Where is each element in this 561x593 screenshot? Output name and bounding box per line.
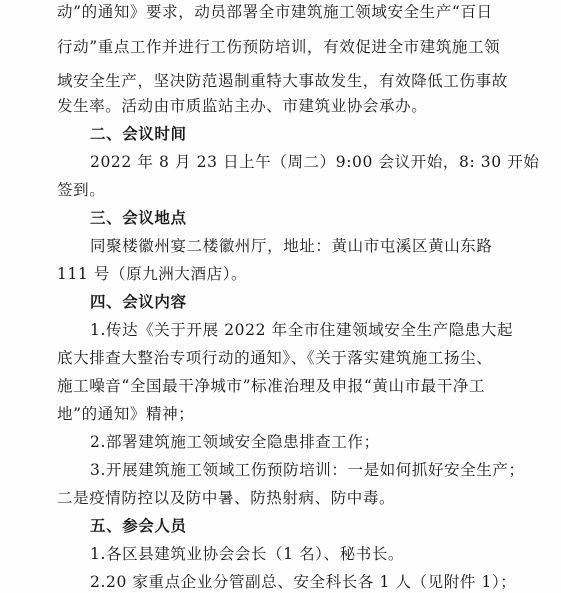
meeting-place-line-1: 同聚楼徽州宴二楼徽州厅，地址：黄山市屯溪区黄山东路 (90, 237, 493, 255)
attendees-item1: 1.各区县建筑业协会会长（1 名）、秘书长。 (90, 545, 405, 563)
intro-line-4: 发生率。活动由市质监站主办、市建筑业协会承办。 (57, 97, 428, 115)
intro-line-3: 域安全生产，坚决防范遏制重特大事故发生，有效降低工伤事故 (57, 72, 508, 90)
section-title-meeting-time: 二、会议时间 (90, 125, 187, 143)
content-item1-line-2: 底大排查大整治专项行动的通知》、《关于落实建筑施工扬尘、 (57, 349, 493, 367)
content-item1-line-4: 地”的通知》精神； (57, 405, 195, 423)
content-item1-line-3: 施工噪音“全国最干净城市”标准治理及申报“黄山市最干净工 (57, 377, 486, 395)
section-title-meeting-place: 三、会议地点 (90, 209, 187, 227)
content-item3-line-2: 二是疫情防控以及防中暑、防热射病、防中毒。 (57, 489, 396, 507)
section-title-attendees: 五、参会人员 (90, 517, 187, 535)
intro-line-1: 动”的通知》要求，动员部署全市建筑施工领域安全生产“百日 (57, 3, 493, 21)
content-item1-line-1: 1.传达《关于开展 2022 年全市住建领域安全生产隐患大起 (90, 321, 514, 339)
meeting-time-line-1: 2022 年 8 月 23 日上午（周二）9:00 会议开始，8: 30 开始 (90, 153, 540, 171)
intro-line-2: 行动”重点工作并进行工伤预防培训，有效促进全市建筑施工领 (57, 38, 501, 56)
meeting-place-line-2: 111 号（原九洲大酒店）。 (57, 265, 248, 283)
content-item3-line-1: 3.开展建筑施工领域工伤预防培训：一是如何抓好安全生产； (90, 461, 525, 479)
meeting-time-line-2: 签到。 (57, 181, 106, 199)
attendees-item2: 2.20 家重点企业分管副总、安全科长各 1 人（见附件 1）； (90, 573, 517, 591)
section-title-meeting-content: 四、会议内容 (90, 293, 187, 311)
content-item2: 2.部署建筑施工领域安全隐患排查工作； (90, 433, 380, 451)
